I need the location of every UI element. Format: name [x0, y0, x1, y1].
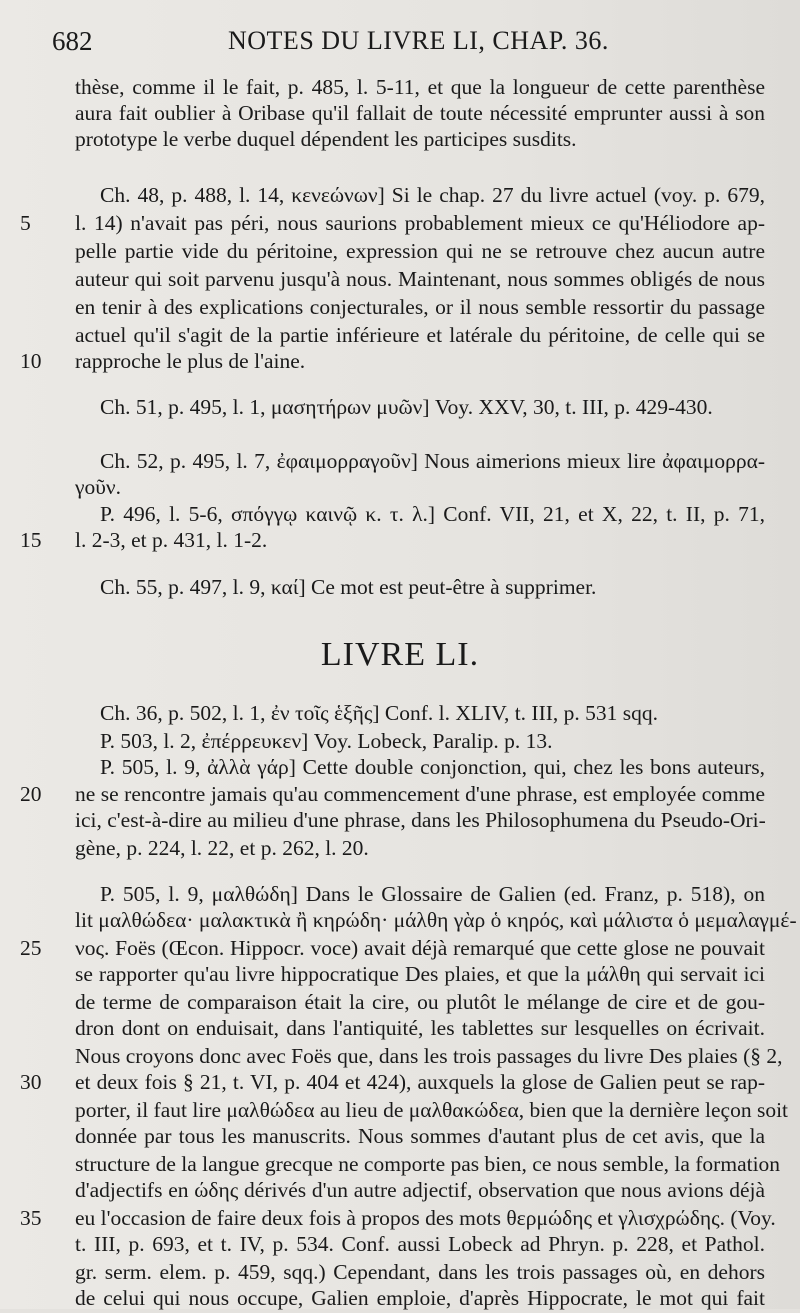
text-line: de celui qui nous occupe, Galien emploie, d'après Hippocrate, le mot qui fait [75, 1286, 765, 1310]
text-line: prototype le verbe duquel dépendent les participes susdits. [75, 127, 577, 151]
margin-line-number: 35 [20, 1206, 42, 1230]
text-line: Nous croyons donc avec Foës que, dans les trois passages du livre Des plaies (§ 2, [75, 1044, 783, 1068]
text-line: dron dont on enduisait, dans l'antiquité, les tablettes sur lesquelles on écrivait. [75, 1016, 765, 1040]
text-line: νος. Foës (Œcon. Hippocr. voce) avait déjà remarqué que cette glose ne pouvait [75, 936, 765, 960]
text-line: porter, il faut lire μαλθώδεα au lieu de μαλθακώδεα, bien que la dernière leçon soit [75, 1098, 789, 1122]
text-line: se rapporter qu'au livre hippocratique Des plaies, et que la μάλθη qui servait ici [75, 962, 765, 986]
text-line: de terme de comparaison était la cire, ou plutôt le mélange de cire et de gou- [75, 990, 765, 1014]
text-line: ne se rencontre jamais qu'au commencement d'une phrase, est employée comme [75, 782, 765, 806]
text-line: actuel qu'il s'agit de la partie inférieure et latérale du péritoine, de celle qui se [75, 323, 765, 347]
text-line: P. 503, l. 2, ἐπέρρευκεν] Voy. Lobeck, Paralip. p. 13. [100, 729, 553, 753]
text-line: et deux fois § 21, t. VI, p. 404 et 424), auxquels la glose de Galien peut se rap- [75, 1070, 765, 1094]
text-line: rapproche le plus de l'aine. [75, 349, 306, 373]
margin-line-number: 10 [20, 349, 42, 373]
margin-line-number: 20 [20, 782, 42, 806]
text-line: d'adjectifs en ώδης dérivés d'un autre adjectif, observation que nous avions déjà [75, 1178, 765, 1202]
text-line: l. 14) n'avait pas péri, nous saurions probablement mieux ce qu'Héliodore ap- [75, 211, 765, 235]
text-line: en tenir à des explications conjecturales, or il nous semble ressortir du passage [75, 295, 765, 319]
text-line: ici, c'est-à-dire au milieu d'une phrase, dans les Philosophumena du Pseudo-Ori- [75, 808, 766, 832]
running-header [0, 26, 800, 66]
margin-line-number: 5 [20, 211, 31, 235]
text-line: Ch. 55, p. 497, l. 9, καί] Ce mot est peut-être à supprimer. [100, 575, 597, 599]
text-line: P. 505, l. 9, ἀλλὰ γάρ] Cette double conjonction, qui, chez les bons auteurs, [100, 755, 765, 779]
text-line: gène, p. 224, l. 22, et p. 262, l. 20. [75, 836, 369, 860]
margin-line-number: 15 [20, 528, 42, 552]
text-line: thèse, comme il le fait, p. 485, l. 5-11, et que la longueur de cette parenthèse [75, 75, 765, 99]
text-line: Ch. 36, p. 502, l. 1, ἐν τοῖς ἑξῆς] Conf. l. XLIV, t. III, p. 531 sqq. [100, 701, 659, 725]
text-line: Ch. 48, p. 488, l. 14, κενεώνων] Si le chap. 27 du livre actuel (voy. p. 679, [100, 183, 765, 207]
text-line: γοῦν. [75, 475, 121, 499]
text-line: structure de la langue grecque ne comporte pas bien, ce nous semble, la formation [75, 1152, 781, 1176]
margin-line-number: 25 [20, 936, 42, 960]
text-line: pelle partie vide du péritoine, expression qui ne se retrouve chez aucun autre [75, 239, 765, 263]
text-line: P. 496, l. 5-6, σπόγγῳ καινῷ κ. τ. λ.] Conf. VII, 21, et X, 22, t. II, p. 71, [100, 502, 765, 526]
text-line: l. 2-3, et p. 431, l. 1-2. [75, 528, 268, 552]
text-line: gr. serm. elem. p. 459, sqq.) Cependant, dans les trois passages où, en dehors [75, 1260, 765, 1284]
running-title: NOTES DU LIVRE LI, CHAP. 36. [228, 26, 609, 55]
text-line: P. 505, l. 9, μαλθώδη] Dans le Glossaire de Galien (ed. Franz, p. 518), on [100, 882, 765, 906]
section-heading: LIVRE LI. [320, 636, 480, 673]
text-line: lit μαλθώδεα· μαλακτικὰ ἢ κηρώδη· μάλθη γὰρ ὁ κηρός, καὶ μάλιστα ὁ μεμαλαγμέ- [75, 908, 797, 932]
text-line: Ch. 51, p. 495, l. 1, μασητήρων μυῶν] Voy. XXV, 30, t. III, p. 429-430. [100, 395, 713, 419]
text-line: t. III, p. 693, et t. IV, p. 534. Conf. aussi Lobeck ad Phryn. p. 228, et Pathol. [75, 1232, 765, 1256]
margin-line-number: 30 [20, 1070, 42, 1094]
text-line: auteur qui soit parvenu jusqu'à nous. Maintenant, nous sommes obligés de nous [75, 267, 765, 291]
page-number: 682 [52, 26, 93, 56]
text-line: donnée par tous les manuscrits. Nous sommes d'autant plus de cet avis, que la [75, 1124, 765, 1148]
text-line: Ch. 52, p. 495, l. 7, ἐφαιμορραγοῦν] Nous aimerions mieux lire ἀφαιμορρα- [100, 449, 765, 473]
text-line: aura fait oublier à Oribase qu'il fallait de toute nécessité emprunter aussi à son [75, 101, 765, 125]
text-line: eu l'occasion de faire deux fois à propos des mots θερμώδης et γλισχρώδης. (Voy. [75, 1206, 776, 1230]
